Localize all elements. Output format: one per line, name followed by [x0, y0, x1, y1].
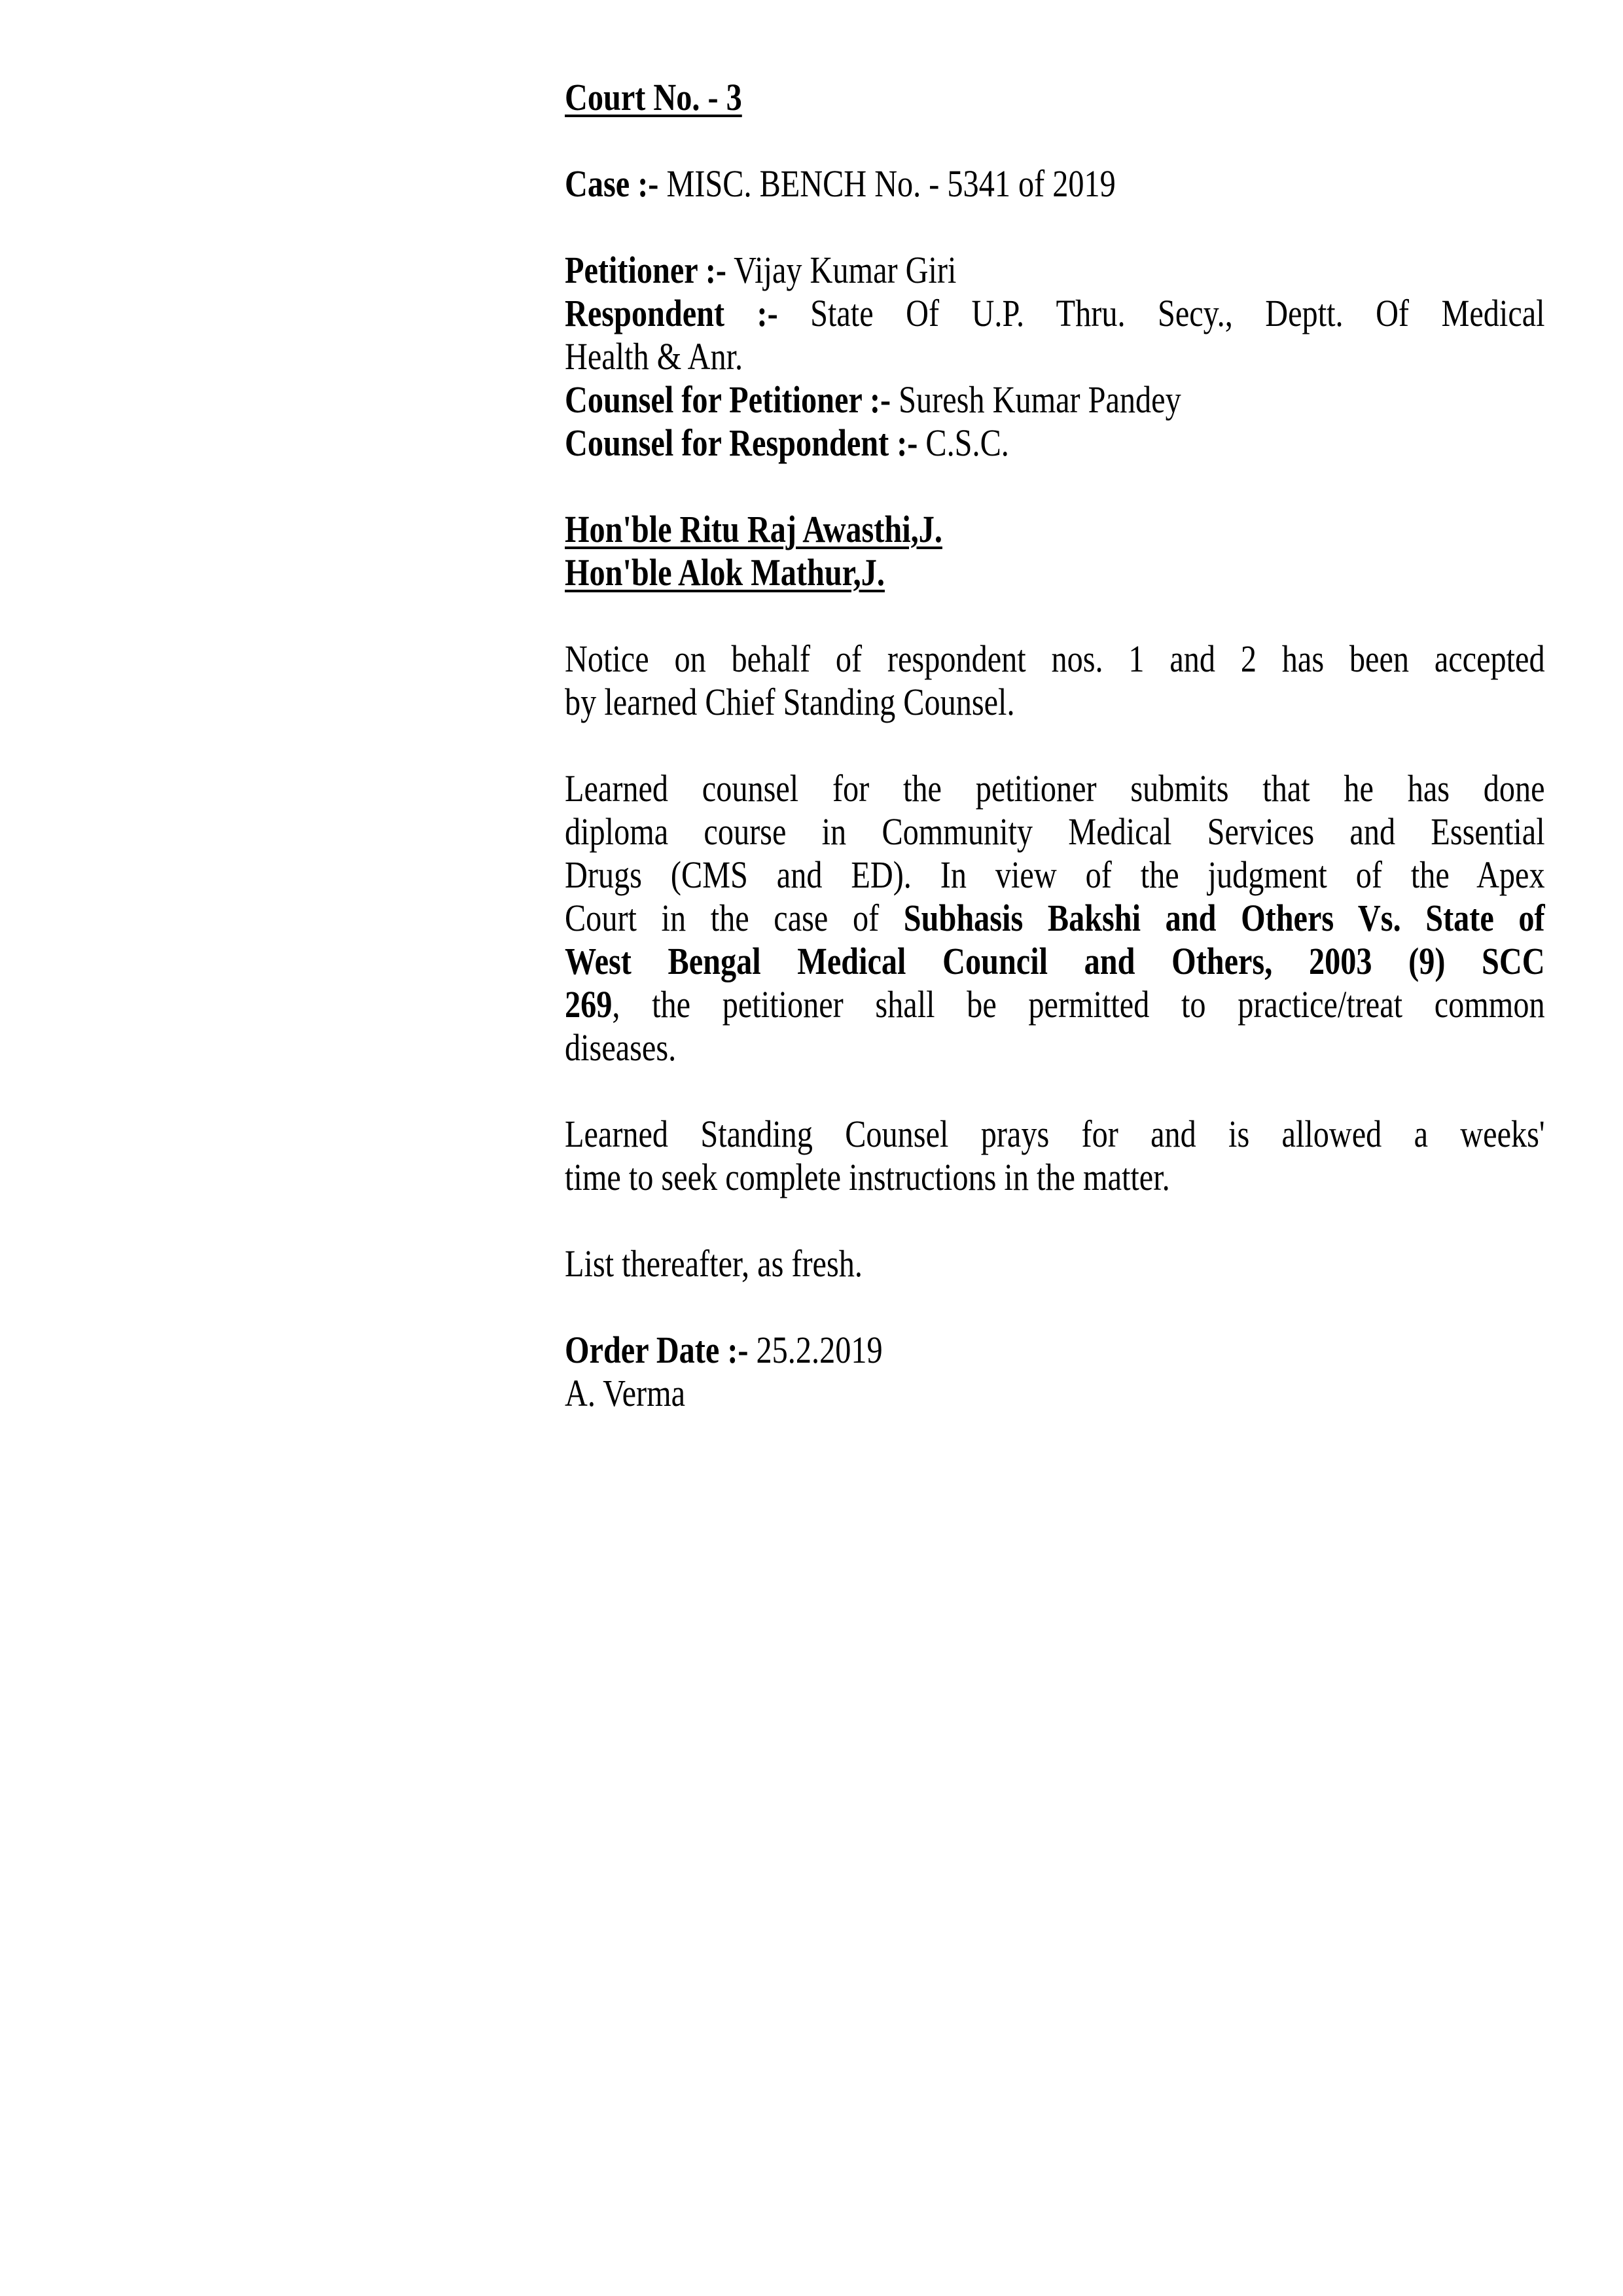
order-footer-block [565, 1329, 1545, 1415]
paragraph-line [565, 897, 1545, 940]
case-citation-line: West Bengal Medical Council and Others, 2003 (9) SCC [565, 940, 1545, 982]
respondent-line [565, 292, 1545, 335]
petitioner-value: Vijay Kumar Giri [726, 249, 957, 291]
petitioner-line [565, 249, 1545, 292]
counsel-petitioner-value: Suresh Kumar Pandey [891, 378, 1181, 421]
paragraph-line: Learned counsel for the petitioner submits that he has done [565, 767, 1545, 810]
counsel-petitioner-line [565, 378, 1545, 422]
case-citation-bold: Subhasis Bakshi and Others Vs. State of [903, 897, 1545, 939]
judges-block [565, 508, 1545, 594]
paragraph-continuation: , the petitioner shall be permitted to practice/treat common [612, 983, 1545, 1026]
counsel-respondent-label: Counsel for Respondent :- [565, 422, 918, 464]
paragraph-line: by learned Chief Standing Counsel. [565, 681, 1015, 723]
respondent-line-2: Health & Anr. [565, 335, 743, 378]
parties-block [565, 249, 1545, 465]
order-text-column [565, 76, 1545, 1415]
list-direction-line: List thereafter, as fresh. [565, 1242, 863, 1285]
paragraph-line: time to seek complete instructions in the matter. [565, 1156, 1170, 1198]
judge-line-2: Hon'ble Alok Mathur,J. [565, 551, 885, 594]
order-date-line [565, 1329, 1545, 1372]
case-citation-prefix: Court in the case of [565, 897, 904, 939]
case-value: MISC. BENCH No. - 5341 of 2019 [658, 162, 1116, 205]
counsel-respondent-line [565, 422, 1545, 465]
paragraph-submission [565, 767, 1545, 1069]
counsel-petitioner-label: Counsel for Petitioner :- [565, 378, 891, 421]
paragraph-line: diploma course in Community Medical Services and Essential [565, 810, 1545, 853]
paragraph-line [565, 983, 1545, 1026]
case-citation-page: 269 [565, 983, 613, 1026]
signatory-line: A. Verma [565, 1372, 686, 1414]
respondent-label: Respondent :- [565, 292, 778, 334]
paragraph-line: Learned Standing Counsel prays for and is allowed a weeks' [565, 1113, 1545, 1155]
counsel-respondent-value: C.S.C. [918, 422, 1009, 464]
case-line [565, 162, 1545, 206]
judge-line-1: Hon'ble Ritu Raj Awasthi,J. [565, 508, 942, 550]
paragraph-line: diseases. [565, 1026, 677, 1069]
paragraph-notice [565, 637, 1545, 724]
paragraph-line: Notice on behalf of respondent nos. 1 and 2 has been accepted [565, 637, 1545, 680]
court-number-heading: Court No. - 3 [565, 76, 742, 118]
case-label: Case :- [565, 162, 659, 205]
order-date-label: Order Date :- [565, 1329, 749, 1371]
respondent-value: State Of U.P. Thru. Secy., Deptt. Of Medical [777, 292, 1545, 334]
paragraph-line: Drugs (CMS and ED). In view of the judgment of the Apex [565, 853, 1545, 896]
petitioner-label: Petitioner :- [565, 249, 726, 291]
order-date-value: 25.2.2019 [748, 1329, 883, 1371]
paragraph-standing-counsel [565, 1113, 1545, 1199]
